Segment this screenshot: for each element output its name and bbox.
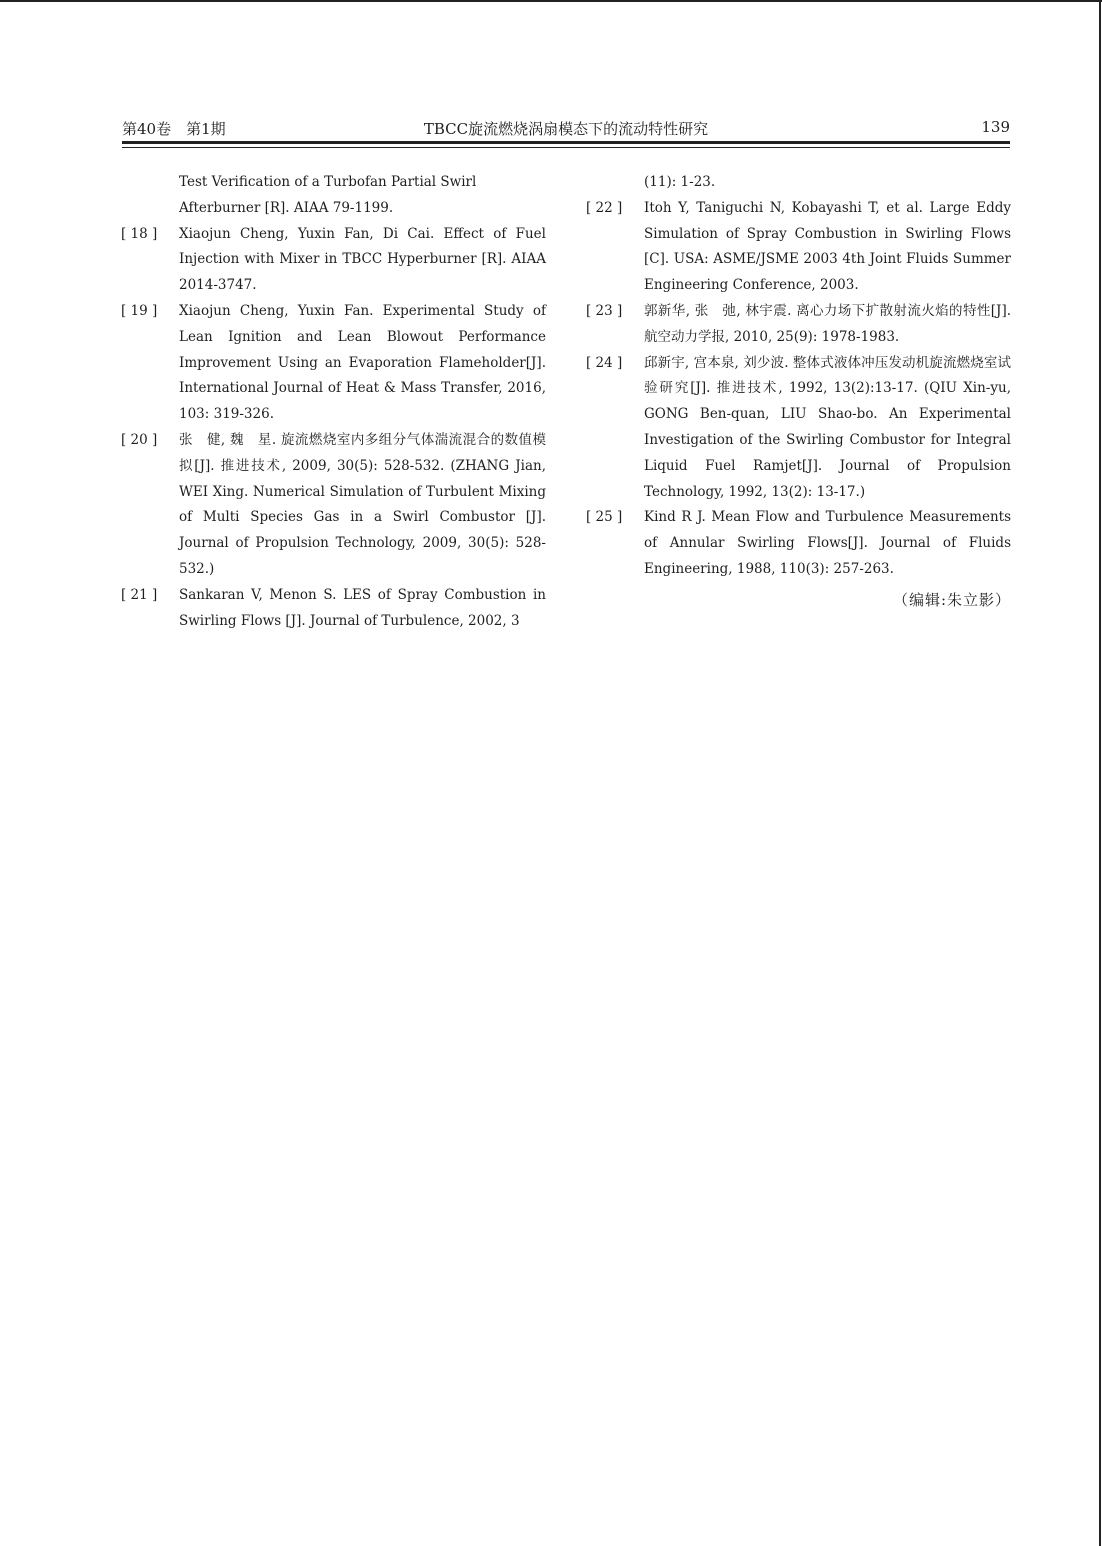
reference-number: [ 19 ] — [121, 302, 158, 319]
editor-note: （编辑:朱立影） — [892, 590, 1011, 609]
reference-19 — [121, 299, 546, 428]
reference-number: [ 18 ] — [121, 225, 158, 242]
reference-number: [ 23 ] — [586, 302, 623, 319]
page-right-border — [1099, 0, 1101, 1546]
references-right-column — [586, 170, 1011, 613]
reference-number: [ 21 ] — [121, 586, 158, 603]
reference-20 — [121, 428, 546, 583]
running-header — [122, 114, 1010, 138]
header-rule-thick — [122, 141, 1010, 144]
reference-number: [ 25 ] — [586, 509, 623, 526]
page-number: 139 — [981, 118, 1010, 136]
volume-issue: 第40卷 第1期 — [122, 120, 226, 138]
page-top-border — [0, 0, 1102, 2]
reference-text: Kind R J. Mean Flow and Turbulence Measurements of Annular Swirling Flows[J]. Journal of Fluids Engineering, 1988, 110(3): 257-263. — [644, 509, 1011, 577]
reference-text: 郭新华, 张 弛, 林宇震. 离心力场下扩散射流火焰的特性[J]. 航空动力学报, 2010, 25(9): 1978-1983. — [644, 302, 1011, 345]
reference-text: Itoh Y, Taniguchi N, Kobayashi T, et al. Large Eddy Simulation of Spray Combustion in Swirling Flows [C]. USA: ASME/JSME 2003 4th Joint Fluids Summer Engineering Conference, 2003. — [644, 199, 1011, 294]
reference-text: 邱新宇, 宫本泉, 刘少波. 整体式液体冲压发动机旋流燃烧室试验研究[J]. 推进技术, 1992, 13(2):13-17. (QIU Xin-yu, GONG Ben-quan, LIU Shao-bo. An Experimental Investigation of the Swirling Combustor for Integral Liquid Fuel Ramjet[J]. Journal of Propulsion Technology, 1992, 13(2): 13-17.) — [644, 354, 1011, 500]
reference-continuation: Test Verification of a Turbofan Partial Swirl Afterburner [R]. AIAA 79-1199. — [179, 174, 477, 216]
reference-22 — [586, 196, 1011, 299]
reference-18 — [121, 222, 546, 299]
article-short-title: TBCC旋流燃烧涡扇模态下的流动特性研究 — [423, 120, 709, 138]
reference-number: [ 22 ] — [586, 199, 623, 216]
reference-25 — [586, 505, 1011, 582]
reference-text: Xiaojun Cheng, Yuxin Fan, Di Cai. Effect of Fuel Injection with Mixer in TBCC Hyperburner [R]. AIAA 2014-3747. — [179, 225, 546, 294]
reference-continuation: (11): 1-23. — [644, 174, 716, 190]
reference-21 — [121, 583, 546, 635]
reference-text: Xiaojun Cheng, Yuxin Fan. Experimental Study of Lean Ignition and Lean Blowout Performance Improvement Using an Evaporation Flameholder[J]. International Journal of Heat & Mass Transfer, 2016, 103: 319-326. — [179, 302, 546, 423]
reference-text: Sankaran V, Menon S. LES of Spray Combustion in Swirling Flows [J]. Journal of Turbulence, 2002, 3 — [179, 586, 546, 629]
reference-23 — [586, 299, 1011, 351]
reference-number: [ 20 ] — [121, 431, 158, 448]
references-left-column — [121, 170, 546, 634]
header-rule-thin — [122, 147, 1010, 148]
reference-24 — [586, 351, 1011, 506]
reference-text: 张 健, 魏 星. 旋流燃烧室内多组分气体湍流混合的数值模拟[J]. 推进技术, 2009, 30(5): 528-532. (ZHANG Jian, WEI Xing. Numerical Simulation of Turbulent Mixing of Multi Species Gas in a Swirl Combustor [J]. Journal of Propulsion Technology, 2009, 30(5): 528-532.) — [179, 431, 546, 577]
reference-number: [ 24 ] — [586, 354, 623, 371]
